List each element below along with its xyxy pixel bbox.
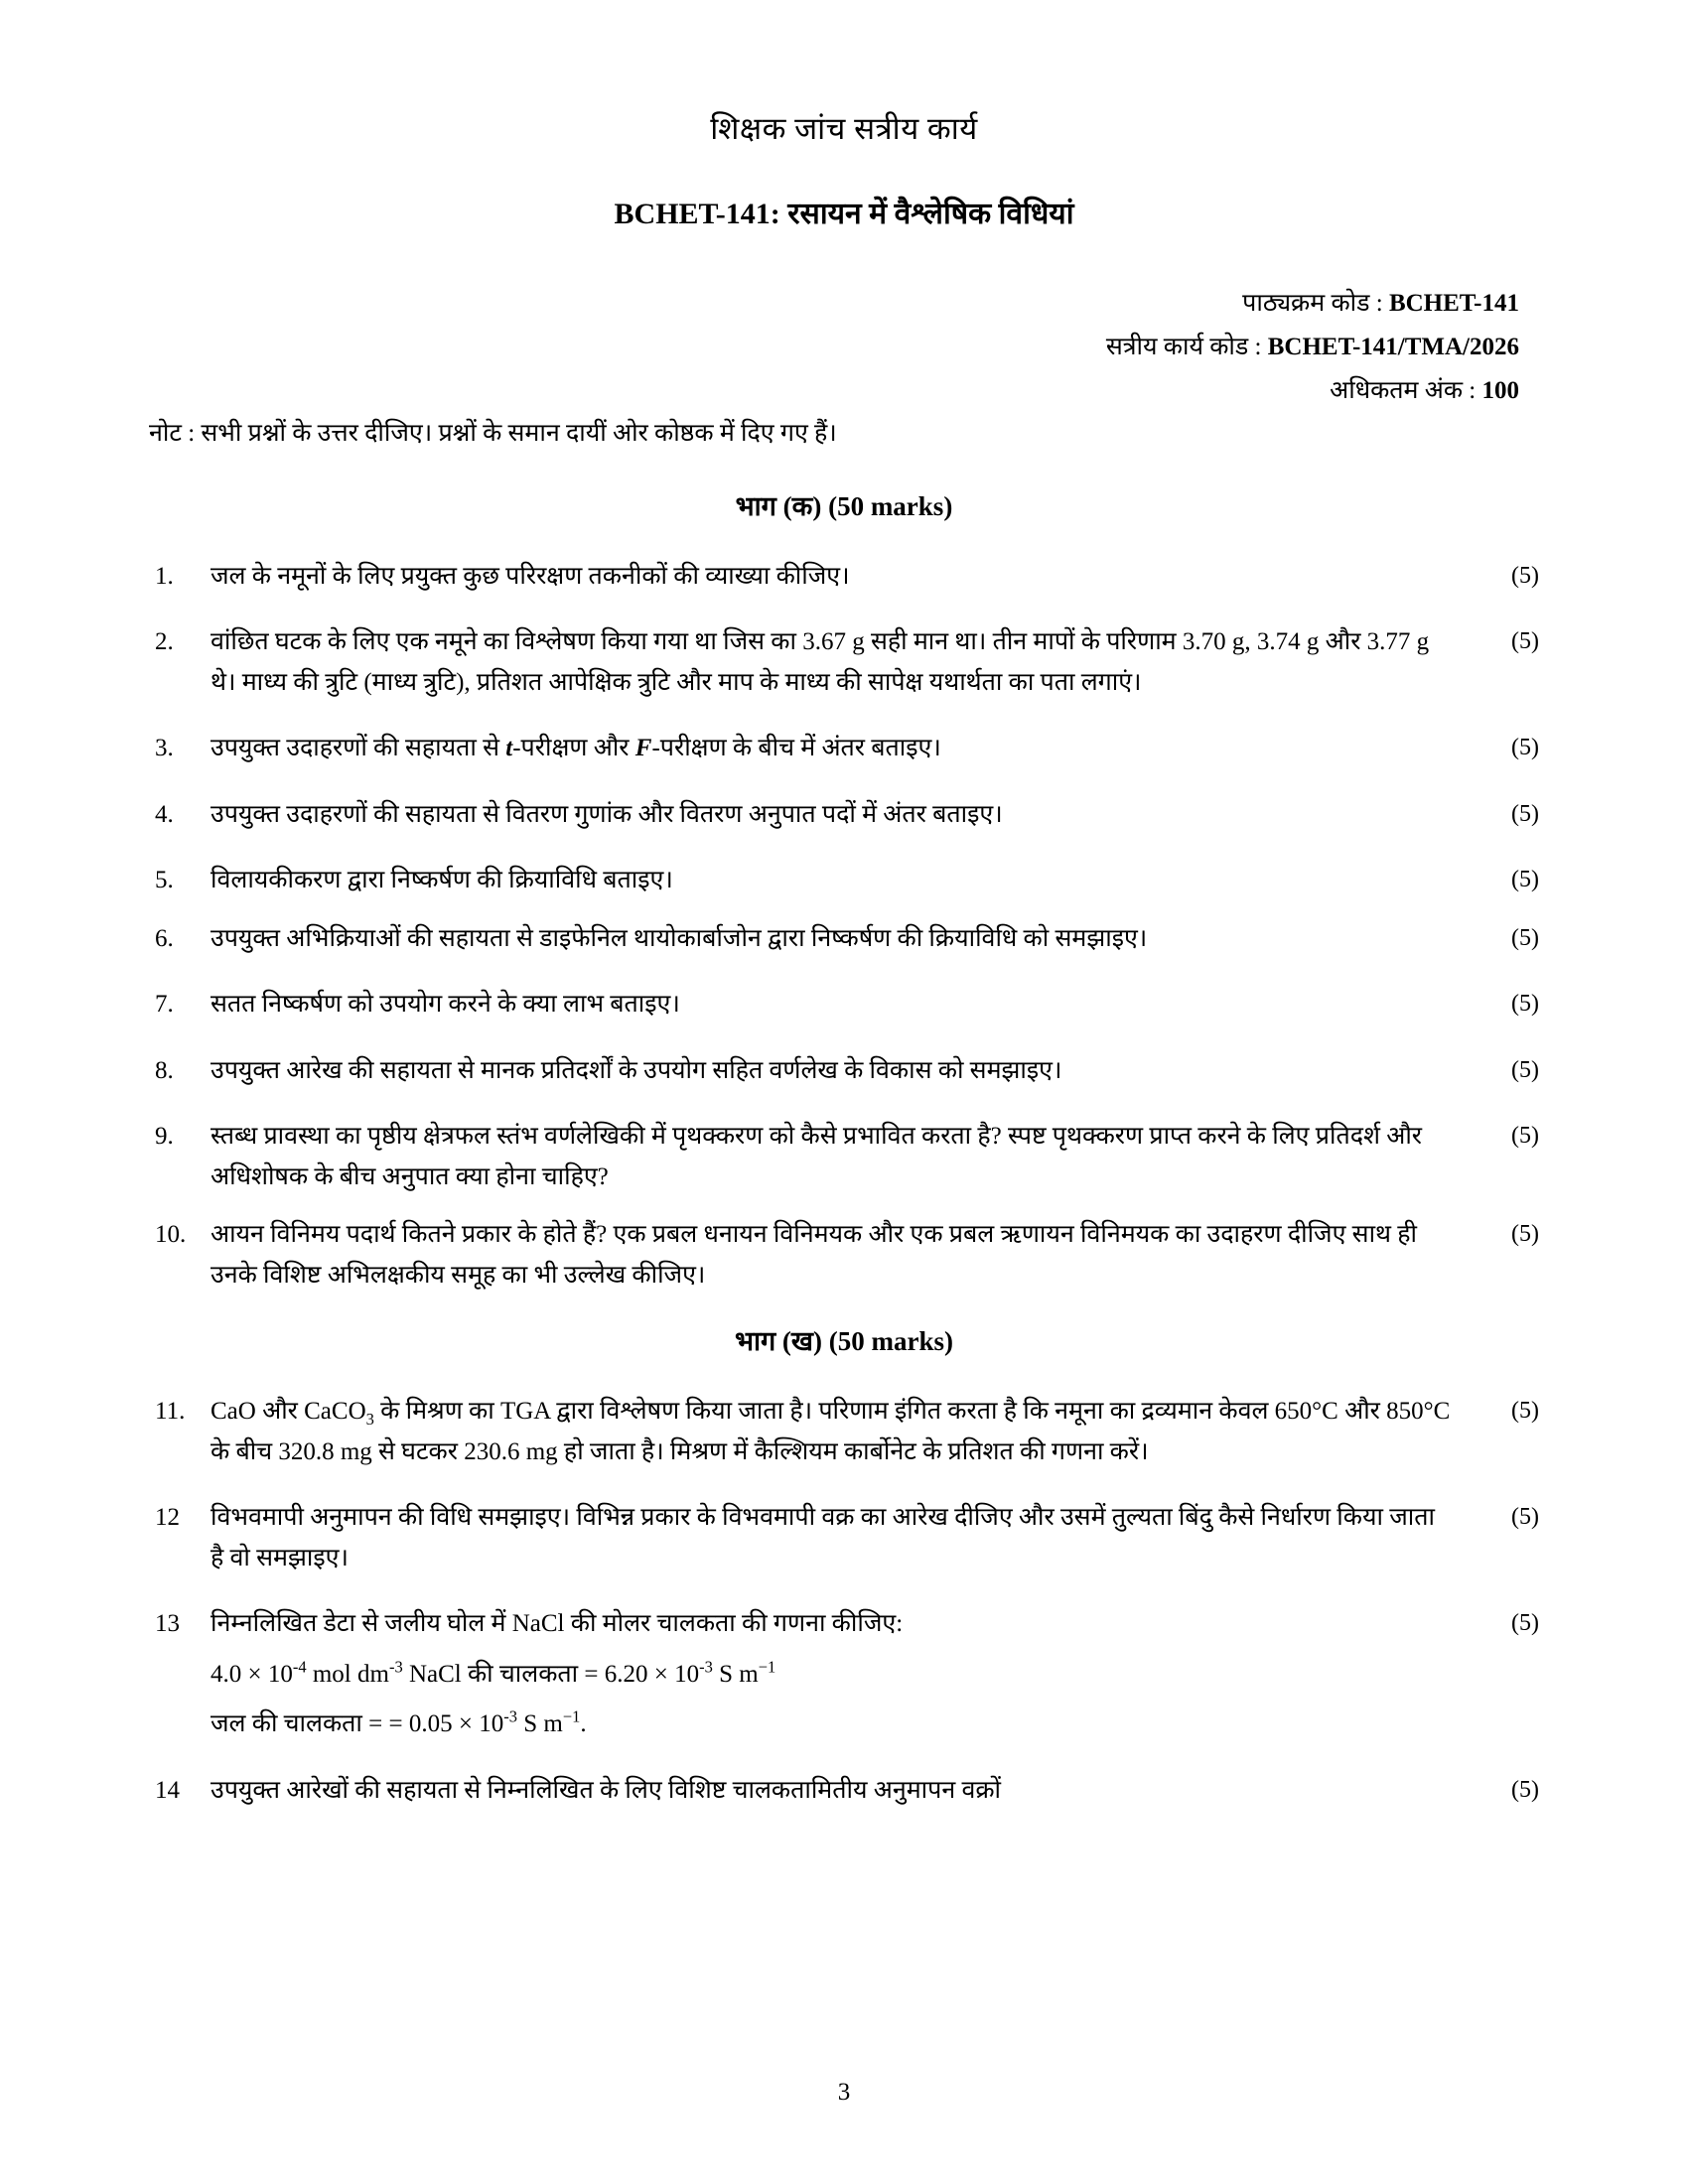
question-text: उपयुक्त आरेख की सहायता से मानक प्रतिदर्शों के उपयोग सहित वर्णलेख के विकास को समझाइए। [211, 1056, 1062, 1084]
course-code-value: BCHET-141 [1388, 290, 1519, 318]
question-marks: (5) [1511, 628, 1539, 655]
variable-t: t [505, 735, 513, 762]
question-number: 7. [155, 991, 174, 1019]
section-b-marks: (50 marks) [828, 1326, 953, 1357]
question-number: 11. [155, 1398, 186, 1426]
formula-part: mol dm [306, 1660, 389, 1688]
question-row [149, 1498, 1539, 1578]
formula-part: 4.0 × 10 [211, 1660, 293, 1688]
question-row [149, 1117, 1539, 1197]
course-title-code: BCHET-141: [614, 198, 780, 231]
formula-superscript: -3 [699, 1657, 713, 1677]
question-marks: (5) [1511, 991, 1539, 1018]
question-stem: निम्नलिखित डेटा से जलीय घोल में NaCl की मोलर चालकता की गणना कीजिए: [211, 1610, 904, 1638]
question-number: 2. [155, 628, 174, 656]
question-list-b [149, 1392, 1539, 1811]
section-b-label: भाग (ख) [735, 1326, 829, 1357]
question-marks: (5) [1511, 1056, 1539, 1083]
formula-superscript: −1 [758, 1657, 776, 1677]
question-row [149, 1604, 1539, 1745]
question-marks: (5) [1511, 1610, 1539, 1637]
question-number: 10. [155, 1221, 187, 1249]
section-heading-a [149, 486, 1539, 523]
question-text: जल के नमूनों के लिए प्रयुक्त कुछ परिरक्षण तकनीकों की व्याख्या कीजिए। [211, 562, 850, 590]
question-text: वांछित घटक के लिए एक नमूने का विश्लेषण किया गया था जिस का 3.67 g सही मान था। तीन मापों के परिणाम 3.70 g, 3.74 g और 3.77 g थे। माध्य की त्रुटि (माध्य त्रुटि), प्रतिशत आपेक्षिक त्रुटि और माप के माध्य की सापेक्ष यथार्थता का पता लगाएं। [211, 628, 1430, 696]
question-row [149, 1215, 1539, 1296]
question-row [149, 985, 1539, 1025]
question-marks: (5) [1511, 735, 1539, 761]
question-number: 6. [155, 924, 174, 952]
question-marks: (5) [1511, 800, 1539, 827]
question-number: 13 [155, 1610, 180, 1638]
question-text: विभवमापी अनुमापन की विधि समझाइए। विभिन्न प्रकार के विभवमापी वक्र का आरेख दीजिए और उसमें तुल्यता बिंदु कैसे निर्धारण किया जाता है वो समझाइए। [211, 1504, 1435, 1571]
question-text-part: CaO और CaCO [211, 1398, 366, 1426]
question-number: 1. [155, 562, 174, 590]
question-text: स्तब्ध प्रावस्था का पृष्ठीय क्षेत्रफल स्तंभ वर्णलेखिकी में पृथक्करण को कैसे प्रभावित करता है? स्पष्ट पृथक्करण प्राप्त करने के लिए प्रतिदर्श और अधिशोषक के बीच अनुपात क्या होना चाहिए? [211, 1123, 1423, 1190]
question-row [149, 1051, 1539, 1092]
question-row [149, 1392, 1539, 1472]
max-marks-value: 100 [1481, 377, 1519, 405]
question-text [211, 1392, 1477, 1472]
course-code-label: पाठ्यक्रम कोड : [1242, 290, 1389, 318]
formula-part: जल की चालकता = = 0.05 × 10 [211, 1710, 504, 1738]
question-marks: (5) [1511, 562, 1539, 589]
section-heading-b [149, 1321, 1539, 1358]
formula-part: NaCl की चालकता = 6.20 × 10 [402, 1660, 700, 1688]
section-a-label: भाग (क) [735, 490, 829, 521]
course-title [149, 195, 1539, 233]
question-text: उपयुक्त उदाहरणों की सहायता से वितरण गुणांक और वितरण अनुपात पदों में अंतर बताइए। [211, 800, 1003, 828]
question-number: 12 [155, 1504, 180, 1532]
question-marks: (5) [1511, 1398, 1539, 1425]
question-text-part: के मिश्रण का TGA द्वारा विश्लेषण किया जाता है। परिणाम इंगित करता है कि नमूना का द्रव्यमान केवल 650°C और 850°C के बीच 320.8 mg से घटकर 230.6 mg हो जाता है। मिश्रण में कैल्शियम कार्बोनेट के प्रतिशत की गणना करें। [211, 1398, 1451, 1465]
question-row [149, 729, 1539, 769]
course-code-line [149, 285, 1539, 323]
page-title: शिक्षक जांच सत्रीय कार्य [710, 111, 978, 146]
assignment-code-line [149, 329, 1539, 366]
question-row [149, 919, 1539, 960]
question-number: 5. [155, 867, 174, 894]
question-row [149, 861, 1539, 901]
max-marks-label: अधिकतम अंक : [1330, 377, 1482, 405]
question-text [211, 1604, 1477, 1745]
question-row [149, 622, 1539, 703]
note-text: नोट : सभी प्रश्नों के उत्तर दीजिए। प्रश्नों के समान दायीं ओर कोष्ठक में दिए गए हैं। [149, 420, 837, 448]
formula-part: S m [516, 1710, 563, 1738]
formula-superscript: -3 [503, 1706, 517, 1726]
assignment-code-value: BCHET-141/TMA/2026 [1267, 334, 1519, 361]
question-number: 14 [155, 1776, 180, 1804]
max-marks-line [149, 372, 1539, 410]
formula-line-1 [211, 1655, 1454, 1696]
question-list-a [149, 557, 1539, 1297]
formula-superscript: -3 [388, 1657, 403, 1677]
question-text [211, 729, 1477, 769]
question-text: उपयुक्त आरेखों की सहायता से निम्नलिखित के लिए विशिष्ट चालकतामितीय अनुमापन वक्रों [211, 1776, 1002, 1804]
question-marks: (5) [1511, 1776, 1539, 1803]
question-number: 3. [155, 735, 174, 762]
variable-f: F [634, 735, 652, 762]
question-text: आयन विनिमय पदार्थ कितने प्रकार के होते हैं? एक प्रबल धनायन विनिमयक और एक प्रबल ऋणायन विनिमयक का उदाहरण दीजिए साथ ही उनके विशिष्ट अभिलक्षकीय समूह का भी उल्लेख कीजिए। [211, 1221, 1418, 1289]
formula-part: . [580, 1710, 587, 1738]
question-row [149, 557, 1539, 598]
formula-superscript: -4 [292, 1657, 307, 1677]
question-text-part: उपयुक्त उदाहरणों की सहायता से [211, 735, 506, 762]
question-number: 4. [155, 800, 174, 828]
formula-subscript: 3 [365, 1410, 374, 1430]
question-number: 8. [155, 1056, 174, 1084]
formula-line-2 [211, 1705, 1454, 1745]
page-number: 3 [837, 2079, 851, 2106]
question-marks: (5) [1511, 867, 1539, 893]
assignment-code-label: सत्रीय कार्य कोड : [1105, 334, 1268, 361]
question-text: विलायकीकरण द्वारा निष्कर्षण की क्रियाविधि बताइए। [211, 867, 673, 894]
question-row [149, 1771, 1539, 1812]
question-text: सतत निष्कर्षण को उपयोग करने के क्या लाभ बताइए। [211, 991, 680, 1019]
formula-part: S m [712, 1660, 759, 1688]
question-text: उपयुक्त अभिक्रियाओं की सहायता से डाइफेनिल थायोकार्बाजोन द्वारा निष्कर्षण की क्रियाविधि को समझाइए। [211, 924, 1148, 952]
question-text-part: -परीक्षण के बीच में अंतर बताइए। [651, 735, 941, 762]
question-row [149, 795, 1539, 836]
question-marks: (5) [1511, 1123, 1539, 1150]
question-marks: (5) [1511, 924, 1539, 951]
section-a-marks: (50 marks) [828, 490, 953, 521]
course-title-name: रसायन में वैश्लेषिक विधियां [779, 198, 1074, 231]
question-marks: (5) [1511, 1504, 1539, 1531]
question-number: 9. [155, 1123, 174, 1151]
question-marks: (5) [1511, 1221, 1539, 1248]
formula-superscript: −1 [562, 1706, 581, 1726]
question-text-part: -परीक्षण और [512, 735, 635, 762]
